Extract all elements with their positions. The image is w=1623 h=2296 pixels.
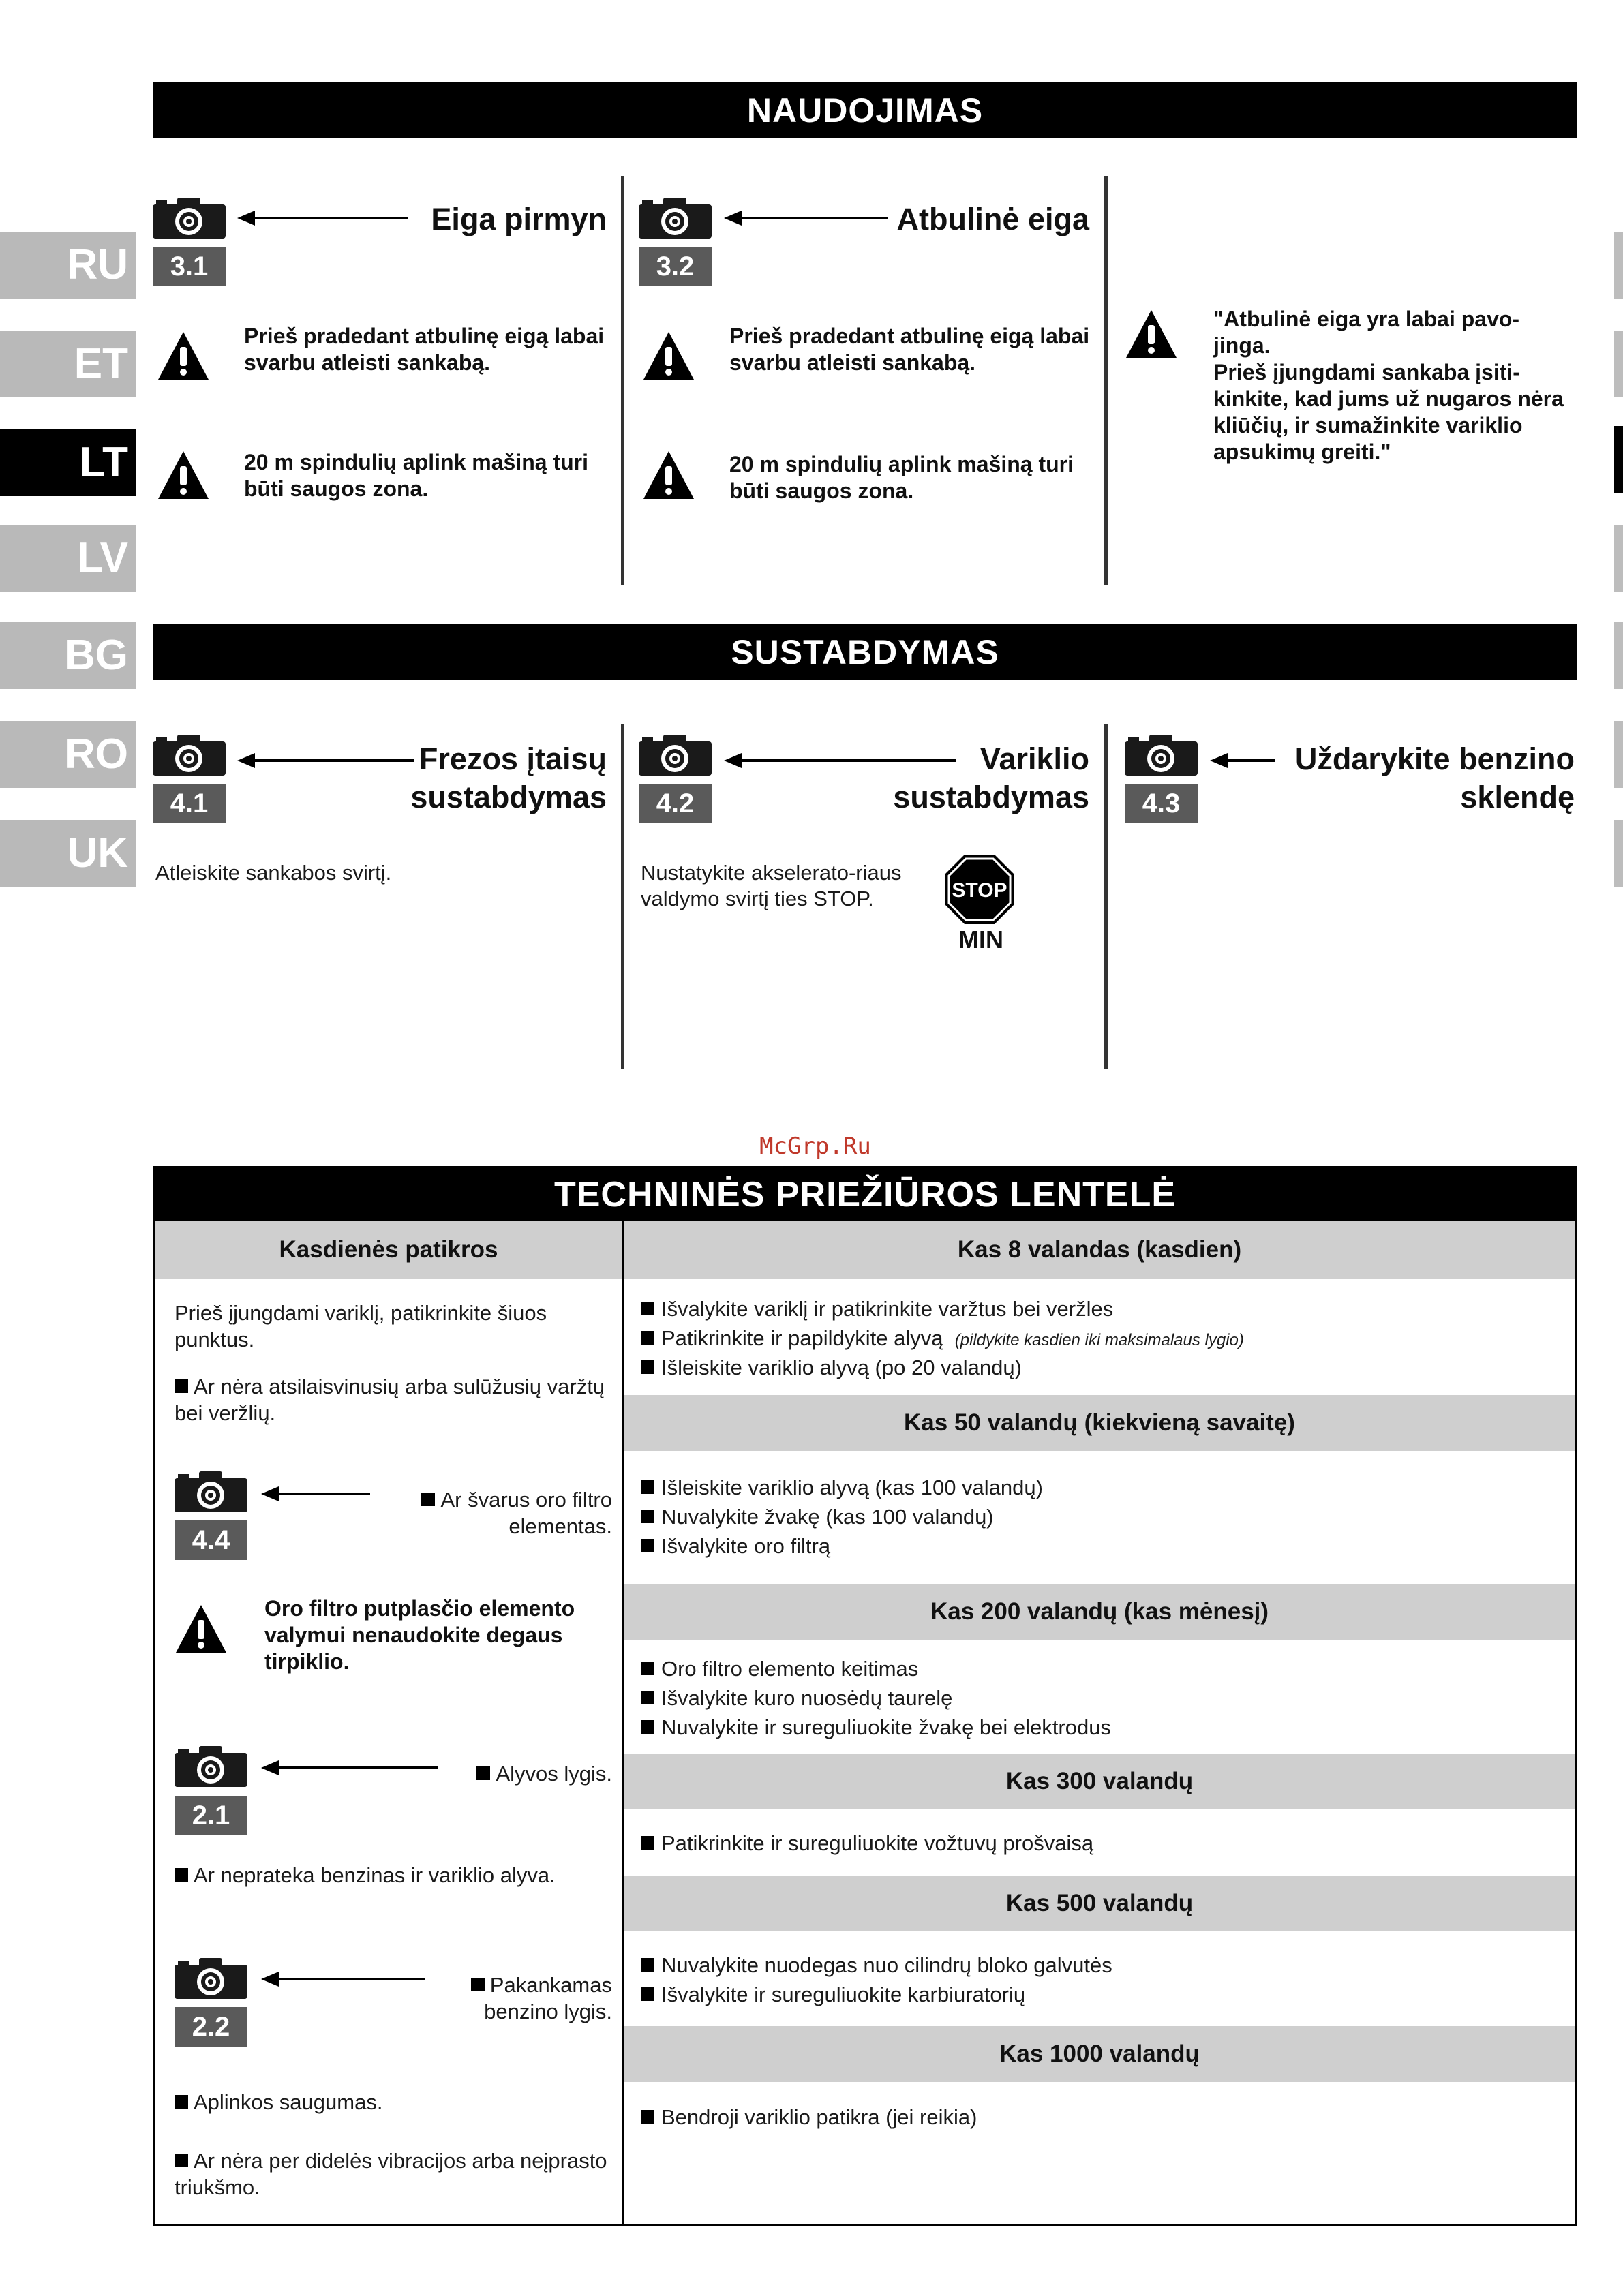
camera-icon bbox=[175, 1471, 247, 1512]
arrow-left-icon bbox=[724, 206, 888, 230]
stopping-section-header: SUSTABDYMAS bbox=[153, 624, 1577, 680]
lang-tab-et[interactable]: ET bbox=[0, 331, 136, 397]
right-edge-marker bbox=[1614, 331, 1623, 397]
maintenance-table bbox=[153, 1166, 1577, 2226]
bullet-icon bbox=[421, 1493, 435, 1506]
step-title-line: sklendę bbox=[1460, 780, 1575, 814]
cam-check-line: Ar švarus oro filtro bbox=[360, 1486, 612, 1513]
bullet-icon bbox=[641, 1987, 654, 2001]
step-title bbox=[368, 740, 607, 816]
right-edge-marker bbox=[1614, 721, 1623, 788]
task-item: Bendroji variklio patikra (jei reikia) bbox=[641, 2102, 977, 2132]
warning-icon bbox=[1125, 309, 1178, 359]
step-badge: 3.2 bbox=[639, 247, 712, 286]
watermark-text: McGrp.Ru bbox=[759, 1133, 871, 1160]
warning-icon bbox=[157, 450, 210, 500]
bullet-icon bbox=[471, 1978, 485, 1991]
daily-check-item bbox=[175, 1373, 611, 1426]
right-edge-marker bbox=[1614, 232, 1623, 299]
lang-tab-lt[interactable]: LT bbox=[0, 429, 136, 496]
step-title-line: Variklio bbox=[980, 741, 1089, 776]
daily-check-item bbox=[175, 1862, 611, 1888]
bullet-icon bbox=[175, 2154, 188, 2167]
bullet-icon bbox=[641, 1836, 654, 1850]
cam-check-text bbox=[360, 1486, 612, 1540]
task-item: Išleiskite variklio alyvą (kas 100 valandų) bbox=[641, 1473, 1043, 1502]
bullet-icon bbox=[641, 1480, 654, 1494]
arrow-left-icon bbox=[1210, 749, 1275, 772]
daily-check-item bbox=[175, 2089, 611, 2115]
bullet-icon bbox=[641, 1662, 654, 1675]
step-badge: 2.1 bbox=[175, 1796, 247, 1835]
column-divider bbox=[621, 176, 624, 585]
bullet-icon bbox=[641, 1539, 654, 1552]
cam-check-line: elementas. bbox=[509, 1514, 612, 1538]
step-title bbox=[1268, 740, 1575, 816]
task-item: Nuvalykite žvakę (kas 100 valandų) bbox=[641, 1502, 994, 1531]
task-item: Išvalykite ir sureguliuokite karbiuratorių bbox=[641, 1980, 1025, 2009]
bullet-icon bbox=[641, 1331, 654, 1345]
task-item: Patikrinkite ir sureguliuokite vožtuvų prošvaisą bbox=[641, 1828, 1093, 1858]
daily-check-item bbox=[175, 2147, 611, 2201]
right-edge-marker bbox=[1614, 525, 1623, 592]
stop-sign-label: STOP bbox=[952, 879, 1007, 902]
warning-text: 20 m spindulių aplink mašiną turi būti saugos zona. bbox=[244, 450, 588, 501]
task-item: Nuvalykite nuodegas nuo cilindrų bloko galvutės bbox=[641, 1950, 1112, 1980]
step-title: Atbulinė eiga bbox=[896, 202, 1089, 236]
task-item: Oro filtro elemento keitimas bbox=[641, 1654, 918, 1683]
right-edge-marker-active bbox=[1614, 426, 1623, 493]
left-column-header: Kasdienės patikros bbox=[155, 1221, 622, 1279]
step-badge: 2.2 bbox=[175, 2007, 247, 2047]
bullet-icon bbox=[641, 1691, 654, 1704]
cam-check-line: Pakankamas bbox=[414, 1972, 612, 1998]
camera-icon bbox=[639, 198, 712, 239]
bullet-icon bbox=[641, 1720, 654, 1734]
warning-text: 20 m spindulių aplink mašiną turi būti saugos zona. bbox=[729, 452, 1074, 503]
check-text: Ar nėra atsilaisvinusių arba sulūžusių varžtų bei veržlių. bbox=[175, 1375, 605, 1425]
warning-icon bbox=[157, 331, 210, 381]
instruction-text: Nustatykite akselerato-riaus valdymo svirtį ties STOP. bbox=[641, 861, 902, 910]
stop-sign-icon bbox=[943, 853, 1016, 925]
warning-text: Prieš pradedant atbulinę eigą labai svarbu atleisti sankabą. bbox=[244, 324, 605, 375]
step-title-line: Frezos įtaisų bbox=[419, 741, 607, 776]
instruction-text: Atleiskite sankabos svirtį. bbox=[155, 861, 392, 885]
bullet-icon bbox=[641, 1958, 654, 1972]
right-edge-marker bbox=[1614, 622, 1623, 689]
lang-tab-bg[interactable]: BG bbox=[0, 622, 136, 689]
task-item: Išvalykite oro filtrą bbox=[641, 1531, 830, 1561]
step-title: Eiga pirmyn bbox=[431, 202, 607, 236]
warning-text: Prieš pradedant atbulinę eigą labai svarbu atleisti sankabą. bbox=[729, 324, 1090, 375]
warning-icon bbox=[642, 331, 695, 381]
bullet-icon bbox=[476, 1766, 490, 1780]
lang-tab-ro[interactable]: RO bbox=[0, 721, 136, 788]
warning-text: Oro filtro putplasčio elemento valymui nenaudokite degaus tirpiklio. bbox=[264, 1596, 575, 1674]
interval-header: Kas 200 valandų (kas mėnesį) bbox=[624, 1584, 1575, 1640]
camera-icon bbox=[153, 735, 226, 776]
camera-icon bbox=[153, 198, 226, 239]
warning-icon bbox=[175, 1604, 228, 1654]
warning-text: "Atbulinė eiga yra labai pavo-jinga. Prieš įjungdami sankaba įsiti-kinkite, kad jums už nugaros nėra kliūčių, ir sumažinkite variklio apsukimų greiti." bbox=[1213, 307, 1564, 464]
interval-header: Kas 500 valandų bbox=[624, 1876, 1575, 1931]
camera-icon bbox=[639, 735, 712, 776]
step-badge: 4.4 bbox=[175, 1520, 247, 1560]
usage-section-header: NAUDOJIMAS bbox=[153, 82, 1577, 138]
camera-icon bbox=[175, 1958, 247, 1999]
task-item: Patikrinkite ir papildykite alyvą (pildykite kasdien iki maksimalaus lygio) bbox=[641, 1323, 1244, 1355]
step-badge: 4.2 bbox=[639, 784, 712, 823]
warning-icon bbox=[642, 450, 695, 500]
column-divider bbox=[1104, 724, 1108, 1069]
maintenance-table-title: TECHNINĖS PRIEŽIŪROS LENTELĖ bbox=[155, 1169, 1575, 1221]
camera-icon bbox=[175, 1746, 247, 1787]
camera-icon bbox=[1125, 735, 1198, 776]
arrow-left-icon bbox=[261, 1482, 370, 1505]
bullet-icon bbox=[175, 1379, 188, 1393]
bullet-icon bbox=[641, 2110, 654, 2124]
bullet-icon bbox=[641, 1302, 654, 1315]
min-label: MIN bbox=[958, 925, 1003, 953]
interval-header: Kas 300 valandų bbox=[624, 1754, 1575, 1809]
interval-header: Kas 50 valandų (kiekvieną savaitę) bbox=[624, 1395, 1575, 1451]
lang-tab-ru[interactable]: RU bbox=[0, 232, 136, 299]
interval-header: Kas 8 valandas (kasdien) bbox=[624, 1221, 1575, 1279]
arrow-left-icon bbox=[261, 1968, 425, 1991]
arrow-left-icon bbox=[261, 1756, 438, 1779]
step-title-line: sustabdymas bbox=[893, 780, 1089, 814]
check-text: Ar nėra per didelės vibracijos arba neįprasto triukšmo. bbox=[175, 2149, 607, 2199]
column-divider bbox=[621, 724, 624, 1069]
lang-tab-uk[interactable]: UK bbox=[0, 820, 136, 887]
task-item: Išleiskite variklio alyvą (po 20 valandų) bbox=[641, 1353, 1022, 1382]
bullet-icon bbox=[175, 2095, 188, 2109]
lang-tab-lv[interactable]: LV bbox=[0, 525, 136, 592]
check-text: Ar neprateka benzinas ir variklio alyva. bbox=[194, 1863, 556, 1887]
task-item: Išvalykite kuro nuosėdų taurelę bbox=[641, 1683, 952, 1713]
bullet-icon bbox=[175, 1868, 188, 1882]
task-item: Nuvalykite ir sureguliuokite žvakę bei elektrodus bbox=[641, 1713, 1111, 1742]
bullet-icon bbox=[641, 1510, 654, 1523]
interval-header: Kas 1000 valandų bbox=[624, 2026, 1575, 2082]
right-edge-marker bbox=[1614, 820, 1623, 887]
cam-check-text: Alyvos lygis. bbox=[428, 1760, 612, 1787]
column-divider bbox=[1104, 176, 1108, 585]
step-title bbox=[845, 740, 1089, 816]
step-badge: 3.1 bbox=[153, 247, 226, 286]
arrow-left-icon bbox=[237, 206, 408, 230]
cam-check-text bbox=[414, 1972, 612, 2025]
cam-check-line: benzino lygis. bbox=[484, 2000, 612, 2023]
task-item: Išvalykite variklį ir patikrinkite varžtus bei veržles bbox=[641, 1294, 1113, 1323]
bullet-icon bbox=[641, 1360, 654, 1374]
task-note: (pildykite kasdien iki maksimalaus lygio) bbox=[954, 1331, 1244, 1349]
step-title-line: Uždarykite benzino bbox=[1294, 741, 1575, 776]
check-text: Aplinkos saugumas. bbox=[194, 2090, 383, 2114]
step-badge: 4.3 bbox=[1125, 784, 1198, 823]
step-title-line: sustabdymas bbox=[410, 780, 607, 814]
step-badge: 4.1 bbox=[153, 784, 226, 823]
left-intro-text: Prieš įjungdami variklį, patikrinkite šiuos punktus. bbox=[175, 1301, 547, 1351]
